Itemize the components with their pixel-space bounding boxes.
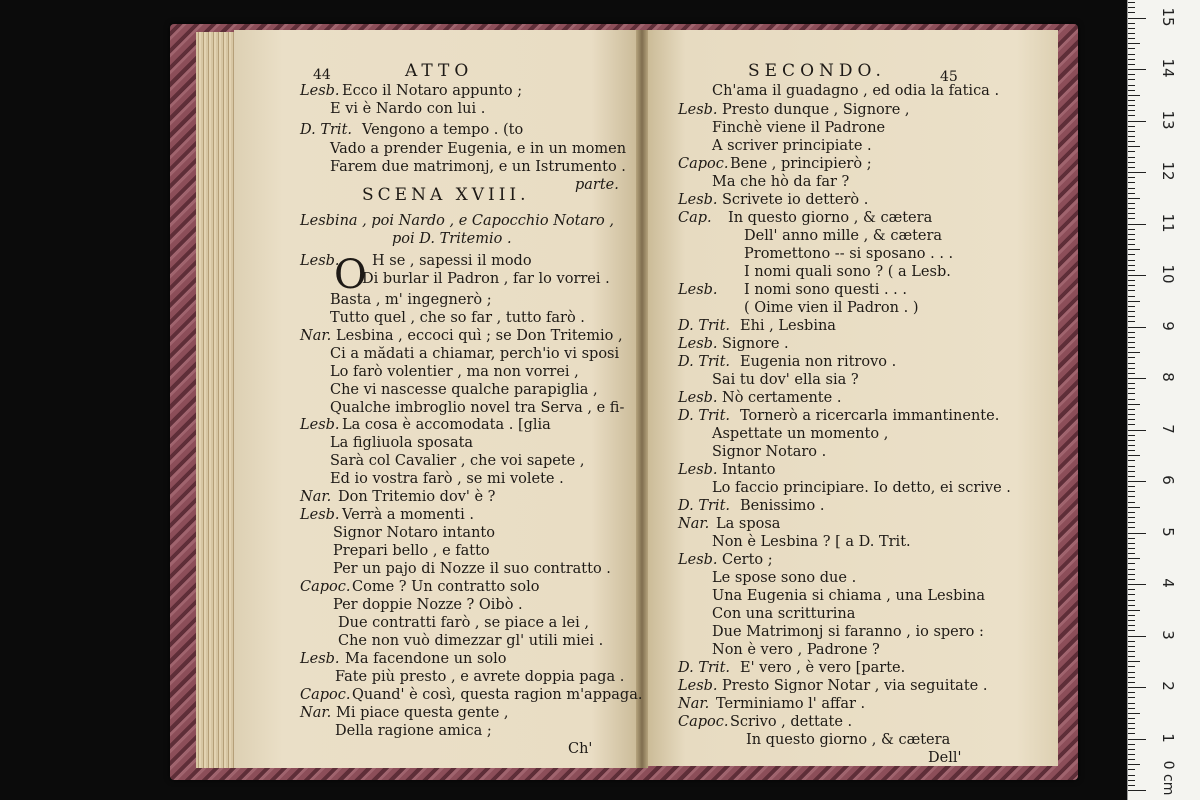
ruler-tick	[1128, 285, 1135, 286]
verse-line: Non è Lesbina ? [ a D. Trit.	[712, 534, 911, 550]
ruler-tick	[1128, 54, 1135, 55]
ruler-tick	[1128, 301, 1140, 302]
verse-line: Due contratti farò , se piace a lei ,	[338, 615, 589, 631]
ruler-tick	[1128, 193, 1135, 194]
ruler-tick	[1128, 244, 1135, 245]
ruler-tick	[1128, 141, 1135, 142]
ruler-tick	[1128, 708, 1135, 709]
speaker-label: Lesb.	[678, 552, 718, 568]
ruler-tick	[1128, 363, 1135, 364]
speaker-label: D. Trit.	[678, 318, 731, 334]
verse-line: La sposa	[716, 516, 781, 532]
speaker-label: Lesb.	[678, 192, 718, 208]
ruler-number: 4	[1159, 578, 1177, 588]
ruler-tick	[1128, 404, 1140, 405]
book-gutter	[636, 30, 648, 768]
speaker-label: Lesb.	[300, 83, 340, 99]
ruler-tick	[1128, 90, 1135, 91]
ruler-tick	[1128, 368, 1135, 369]
ruler-tick	[1128, 533, 1146, 534]
cast-line: Lesbina , poi Nardo , e Capocchio Notaro ,	[300, 213, 615, 229]
ruler-tick	[1128, 764, 1140, 765]
verse-line: E vi è Nardo con lui .	[330, 101, 486, 117]
ruler-tick	[1128, 430, 1146, 431]
verse-line: E' vero , è vero [parte.	[740, 660, 906, 676]
verse-line: Lo farò volentier , ma non vorrei ,	[330, 364, 579, 380]
ruler-tick	[1128, 630, 1135, 631]
ruler-tick	[1128, 332, 1135, 333]
ruler-tick	[1128, 265, 1135, 266]
ruler-tick	[1128, 677, 1135, 678]
ruler-tick	[1128, 759, 1135, 760]
ruler-tick	[1128, 682, 1135, 683]
ruler-tick	[1128, 254, 1135, 255]
ruler-tick	[1128, 728, 1135, 729]
measuring-ruler	[1127, 0, 1200, 800]
ruler-tick	[1128, 234, 1135, 235]
ruler-tick	[1128, 440, 1135, 441]
speaker-label: Lesb.	[678, 390, 718, 406]
verse-line: Terminiamo l' affar .	[716, 696, 866, 712]
ruler-tick	[1128, 445, 1135, 446]
ruler-tick	[1128, 316, 1135, 317]
ruler-tick	[1128, 466, 1135, 467]
ruler-tick	[1128, 672, 1135, 673]
left-page-number: 44	[313, 67, 331, 83]
ruler-unit-label: 0 cm	[1160, 760, 1176, 796]
verse-line: Ci a mădati a chiamar, perch'io vi sposi	[330, 346, 620, 362]
ruler-number: 11	[1159, 212, 1177, 233]
ruler-tick	[1128, 188, 1135, 189]
ruler-tick	[1128, 594, 1135, 595]
ruler-tick	[1128, 399, 1135, 400]
ruler-tick	[1128, 43, 1140, 44]
ruler-tick	[1128, 553, 1135, 554]
ruler-tick	[1128, 79, 1135, 80]
ruler-tick	[1128, 306, 1135, 307]
ruler-tick	[1128, 749, 1135, 750]
ruler-tick	[1128, 754, 1135, 755]
ruler-tick	[1128, 435, 1135, 436]
verse-line: Intanto	[722, 462, 776, 478]
verse-line: A scriver principiate .	[712, 138, 872, 154]
ruler-number: 9	[1159, 320, 1177, 331]
verse-line: Aspettate un momento ,	[712, 426, 889, 442]
ruler-tick	[1128, 229, 1135, 230]
speaker-label: Lesb.	[678, 336, 718, 352]
verse-line: Vengono a tempo . (to	[362, 122, 524, 138]
ruler-tick	[1128, 28, 1135, 29]
speaker-label: Nar.	[300, 489, 332, 505]
ruler-tick	[1128, 136, 1135, 137]
speaker-label: Nar.	[678, 516, 710, 532]
ruler-tick	[1128, 656, 1135, 657]
ruler-tick	[1128, 414, 1135, 415]
verse-line: Lesbina , eccoci quì ; se Don Tritemio ,	[336, 328, 623, 344]
stage-direction: parte.	[575, 177, 619, 193]
speaker-label: Lesb.	[300, 417, 340, 433]
speaker-label: D. Trit.	[678, 408, 731, 424]
verse-line: La figliuola sposata	[330, 435, 474, 451]
verse-line: Tutto quel , che so far , tutto farò .	[330, 310, 585, 326]
ruler-tick	[1128, 115, 1135, 116]
verse-line: Presto dunque , Signore ,	[722, 102, 910, 118]
ruler-tick	[1128, 460, 1135, 461]
ruler-tick	[1128, 74, 1135, 75]
ruler-number: 12	[1159, 161, 1177, 181]
verse-line: Ecco il Notaro appunto ;	[342, 83, 523, 99]
ruler-tick	[1128, 579, 1135, 580]
ruler-tick	[1128, 239, 1135, 240]
verse-line: I nomi quali sono ? ( a Lesb.	[744, 264, 951, 280]
verse-line: Che vi nascesse qualche parapiglia ,	[330, 382, 598, 398]
ruler-tick	[1128, 543, 1135, 544]
ruler-tick	[1128, 357, 1135, 358]
verse-line: H se , sapessi il modo	[372, 253, 532, 269]
ruler-tick	[1128, 167, 1135, 168]
ruler-tick	[1128, 157, 1135, 158]
ruler-tick	[1128, 347, 1135, 348]
ruler-tick	[1128, 502, 1135, 503]
speaker-label: Cap.	[678, 210, 712, 226]
ruler-tick	[1128, 388, 1135, 389]
ruler-tick	[1128, 646, 1135, 647]
ruler-tick	[1128, 110, 1135, 111]
ruler-tick	[1128, 290, 1135, 291]
verse-line: Fate più presto , e avrete doppia paga .	[335, 669, 625, 685]
speaker-label: Nar.	[300, 328, 332, 344]
ruler-tick	[1128, 12, 1135, 13]
ruler-tick	[1128, 95, 1140, 96]
ruler-tick	[1128, 121, 1146, 122]
verse-line: Qualche imbroglio novel tra Serva , e fi-	[330, 400, 625, 416]
verse-line: Scrivete io detterò .	[722, 192, 869, 208]
ruler-tick	[1128, 548, 1135, 549]
verse-line: Bene , principierò ;	[730, 156, 872, 172]
ruler-tick	[1128, 666, 1135, 667]
verse-line: Della ragione amica ;	[335, 723, 492, 739]
ruler-tick	[1128, 723, 1135, 724]
ruler-tick	[1128, 280, 1135, 281]
catchword: Dell'	[928, 750, 962, 766]
verse-line: Finchè viene il Padrone	[712, 120, 886, 136]
ruler-tick	[1128, 450, 1135, 451]
ruler-tick	[1128, 563, 1135, 564]
ruler-tick	[1128, 383, 1135, 384]
ruler-number: 13	[1159, 109, 1177, 130]
speaker-label: Lesb.	[678, 282, 718, 298]
ruler-number: 5	[1159, 526, 1177, 537]
ruler-tick	[1128, 18, 1146, 19]
ruler-tick	[1128, 105, 1135, 106]
drop-cap: O	[334, 252, 367, 298]
verse-line: Che non vuò dimezzar gl' utili miei .	[338, 633, 604, 649]
ruler-tick	[1128, 589, 1135, 590]
verse-line: Signore .	[722, 336, 789, 352]
ruler-tick	[1128, 790, 1146, 791]
ruler-number: 14	[1159, 58, 1177, 78]
verse-line: Benissimo .	[740, 498, 825, 514]
speaker-label: Lesb.	[678, 462, 718, 478]
ruler-tick	[1128, 610, 1140, 611]
ruler-tick	[1128, 126, 1135, 127]
verse-line: Sarà col Cavalier , che voi sapete ,	[330, 453, 585, 469]
verse-line: Nò certamente .	[722, 390, 842, 406]
ruler-tick	[1128, 584, 1146, 585]
ruler-tick	[1128, 48, 1135, 49]
ruler-tick	[1128, 249, 1140, 250]
verse-line: Don Tritemio dov' è ?	[338, 489, 496, 505]
ruler-tick	[1128, 131, 1135, 132]
verse-line: Non è vero , Padrone ?	[712, 642, 880, 658]
verse-line: Scrivo , dettate .	[730, 714, 853, 730]
right-page-number: 45	[940, 69, 958, 85]
ruler-tick	[1128, 733, 1135, 734]
ruler-tick	[1128, 327, 1146, 328]
ruler-tick	[1128, 600, 1135, 601]
ruler-number: 2	[1159, 681, 1177, 691]
ruler-tick	[1128, 409, 1135, 410]
verse-line: Mi piace questa gente ,	[336, 705, 509, 721]
speaker-label: D. Trit.	[300, 122, 353, 138]
speaker-label: D. Trit.	[678, 354, 731, 370]
ruler-tick	[1128, 713, 1140, 714]
ruler-number: 6	[1159, 475, 1177, 485]
ruler-tick	[1128, 321, 1135, 322]
ruler-tick	[1128, 522, 1135, 523]
ruler-tick	[1128, 739, 1146, 740]
ruler-tick	[1128, 692, 1135, 693]
ruler-tick	[1128, 393, 1135, 394]
speaker-label: Lesb.	[678, 678, 718, 694]
ruler-tick	[1128, 636, 1146, 637]
ruler-tick	[1128, 424, 1135, 425]
ruler-tick	[1128, 270, 1135, 271]
verse-line: I nomi sono questi . . .	[744, 282, 908, 298]
scene-title: SCENA XVIII.	[362, 185, 530, 205]
verse-line: Per doppie Nozze ? Oibò .	[333, 597, 523, 613]
speaker-label: Nar.	[678, 696, 710, 712]
cast-line: poi D. Tritemio .	[392, 231, 512, 247]
ruler-tick	[1128, 569, 1135, 570]
ruler-tick	[1128, 33, 1135, 34]
ruler-tick	[1128, 100, 1135, 101]
ruler-tick	[1128, 151, 1135, 152]
ruler-tick	[1128, 527, 1135, 528]
ruler-tick	[1128, 85, 1135, 86]
ruler-tick	[1128, 744, 1135, 745]
ruler-tick	[1128, 296, 1135, 297]
verse-line: Ehi , Lesbina	[740, 318, 836, 334]
ruler-tick	[1128, 146, 1140, 147]
verse-line: ( Oime vien il Padron . )	[744, 300, 919, 316]
verse-line: Farem due matrimonj, e un Istrumento .	[330, 159, 626, 175]
verse-line: Certo ;	[722, 552, 773, 568]
ruler-tick	[1128, 718, 1135, 719]
ruler-tick	[1128, 697, 1135, 698]
speaker-label: D. Trit.	[678, 498, 731, 514]
verse-line: In questo giorno , & cætera	[728, 210, 933, 226]
verse-line: Basta , m' ingegnerò ;	[330, 292, 492, 308]
ruler-tick	[1128, 651, 1135, 652]
ruler-tick	[1128, 625, 1135, 626]
ruler-tick	[1128, 703, 1135, 704]
ruler-tick	[1128, 486, 1135, 487]
left-running-head: ATTO	[405, 61, 474, 81]
ruler-tick	[1128, 342, 1135, 343]
ruler-number: 3	[1159, 629, 1177, 640]
ruler-tick	[1128, 785, 1135, 786]
verse-line: Ma facendone un solo	[345, 651, 507, 667]
verse-line: Come ? Un contratto solo	[352, 579, 540, 595]
verse-line: Vado a prender Eugenia, e in un momen	[330, 141, 627, 157]
ruler-number: 10	[1159, 264, 1177, 284]
verse-line: Verrà a momenti .	[342, 507, 474, 523]
speaker-label: Capoc.	[678, 156, 729, 172]
ruler-tick	[1128, 7, 1135, 8]
ruler-tick	[1128, 517, 1135, 518]
verse-line: Signor Notaro intanto	[333, 525, 495, 541]
ruler-tick	[1128, 615, 1135, 616]
right-running-head: SECONDO.	[748, 61, 886, 81]
ruler-tick	[1128, 687, 1146, 688]
verse-line: La cosa è accomodata . [glia	[342, 417, 551, 433]
verse-line: Per un pajo di Nozze il suo contratto .	[333, 561, 611, 577]
ruler-tick	[1128, 198, 1140, 199]
verse-line: Signor Notaro .	[712, 444, 827, 460]
ruler-tick	[1128, 275, 1146, 276]
ruler-tick	[1128, 213, 1135, 214]
ruler-tick	[1128, 208, 1135, 209]
ruler-tick	[1128, 218, 1135, 219]
verse-line: Quand' è così, questa ragion m'appaga.	[352, 687, 643, 703]
ruler-tick	[1128, 224, 1146, 225]
ruler-tick	[1128, 23, 1135, 24]
ruler-tick	[1128, 59, 1135, 60]
ruler-tick	[1128, 419, 1135, 420]
ruler-tick	[1128, 641, 1135, 642]
ruler-tick	[1128, 780, 1135, 781]
speaker-label: Nar.	[300, 705, 332, 721]
ruler-tick	[1128, 605, 1135, 606]
ruler-tick	[1128, 661, 1140, 662]
ruler-tick	[1128, 38, 1135, 39]
ruler-tick	[1128, 558, 1140, 559]
ruler-tick	[1128, 203, 1135, 204]
ruler-tick	[1128, 162, 1135, 163]
verse-line: Sai tu dov' ella sia ?	[712, 372, 859, 388]
ruler-tick	[1128, 69, 1146, 70]
ruler-tick	[1128, 512, 1135, 513]
speaker-label: D. Trit.	[678, 660, 731, 676]
verse-line: Le spose sono due .	[712, 570, 857, 586]
ruler-tick	[1128, 177, 1135, 178]
verse-line: Presto Signor Notar , via seguitate .	[722, 678, 988, 694]
ruler-tick	[1128, 574, 1135, 575]
verse-line: Eugenia non ritrovo .	[740, 354, 897, 370]
verse-line: Tornerò a ricercarla immantinente.	[740, 408, 1000, 424]
ruler-tick	[1128, 378, 1146, 379]
verse-line: Due Matrimonj si faranno , io spero :	[712, 624, 984, 640]
ruler-tick	[1128, 455, 1140, 456]
catchword: Ch'	[568, 741, 593, 757]
ruler-tick	[1128, 471, 1135, 472]
speaker-label: Capoc.	[300, 687, 351, 703]
speaker-label: Lesb.	[300, 253, 340, 269]
ruler-tick	[1128, 352, 1140, 353]
verse-line: Con una scritturina	[712, 606, 856, 622]
speaker-label: Lesb.	[300, 507, 340, 523]
verse-line: Prepari bello , e fatto	[333, 543, 490, 559]
ruler-tick	[1128, 2, 1135, 3]
ruler-tick	[1128, 491, 1135, 492]
verse-line: Una Eugenia si chiama , una Lesbina	[712, 588, 985, 604]
ruler-number: 15	[1159, 6, 1177, 27]
ruler-tick	[1128, 182, 1135, 183]
verse-line: Lo faccio principiare. Io detto, ei scrive .	[712, 480, 1011, 496]
ruler-tick	[1128, 538, 1135, 539]
ruler-tick	[1128, 496, 1135, 497]
ruler-tick	[1128, 260, 1135, 261]
ruler-tick	[1128, 481, 1146, 482]
ruler-tick	[1128, 337, 1135, 338]
speaker-label: Lesb.	[678, 102, 718, 118]
verse-line: Ed io vostra farò , se mi volete .	[330, 471, 564, 487]
ruler-tick	[1128, 775, 1135, 776]
verse-line: Dell' anno mille , & cætera	[744, 228, 943, 244]
ruler-tick	[1128, 373, 1135, 374]
ruler-tick	[1128, 507, 1140, 508]
ruler-tick	[1128, 769, 1135, 770]
speaker-label: Capoc.	[300, 579, 351, 595]
ruler-number: 1	[1159, 732, 1177, 743]
ruler-tick	[1128, 64, 1135, 65]
verse-line: In questo giorno , & cætera	[746, 732, 951, 748]
ruler-number: 8	[1159, 372, 1177, 382]
verse-line: Ch'ama il guadagno , ed odia la fatica .	[712, 83, 1000, 99]
ruler-number: 7	[1159, 423, 1177, 434]
ruler-tick	[1128, 620, 1135, 621]
verse-line: Ma che hò da far ?	[712, 174, 850, 190]
speaker-label: Capoc.	[678, 714, 729, 730]
speaker-label: Lesb.	[300, 651, 340, 667]
ruler-tick	[1128, 476, 1135, 477]
verse-line: Di burlar il Padron , far lo vorrei .	[362, 271, 610, 287]
ruler-tick	[1128, 311, 1135, 312]
ruler-tick	[1128, 172, 1146, 173]
verse-line: Promettono -- si sposano . . .	[744, 246, 954, 262]
